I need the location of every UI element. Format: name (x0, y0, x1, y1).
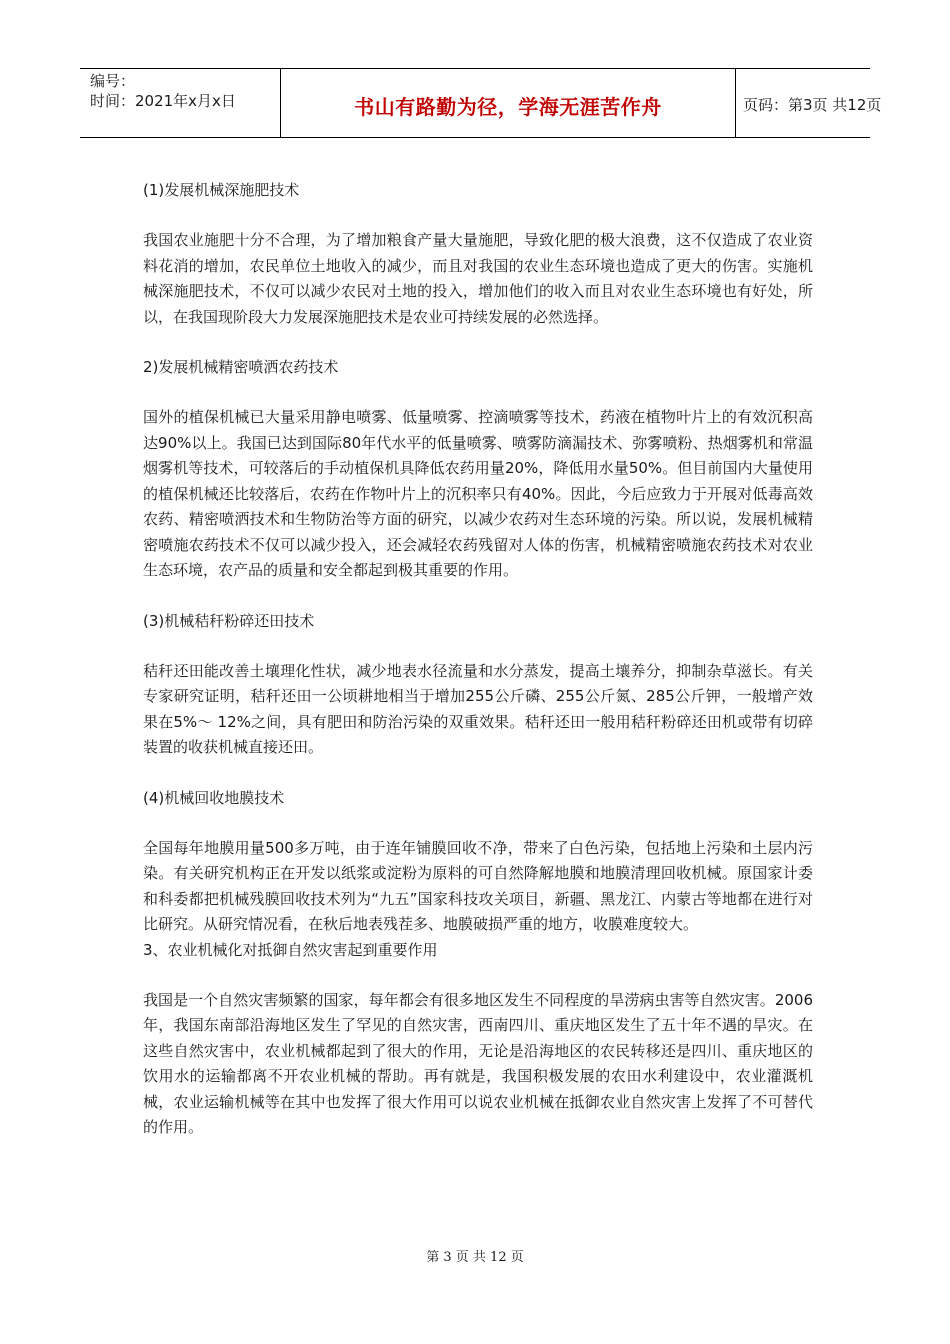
section-heading: (4)机械回收地膜技术 (143, 788, 285, 807)
section-paragraph: 秸秆还田能改善土壤理化性状，减少地表水径流量和水分蒸发，提高土壤养分，抑制杂草滋长。有关专家研究证明，秸秆还田一公顷耕地相当于增加255公斤磷、255公斤氮、285公斤钾，一般增产效果在5%～ 12%之间，具有肥田和防治污染的双重效果。秸秆还田一般用秸秆粉碎还田机或带有切碎装置的收获机械直接还田。 (143, 661, 813, 756)
number-label: 编号： (90, 72, 136, 90)
section-heading: (3)机械秸秆粉碎还田技术 (143, 611, 315, 630)
document-body (143, 178, 813, 1141)
header-page-cell (735, 69, 882, 137)
section-heading: 2)发展机械精密喷洒农药技术 (143, 358, 339, 376)
section-heading: (1)发展机械深施肥技术 (143, 181, 300, 199)
section-paragraph: 我国农业施肥十分不合理，为了增加粮食产量大量施肥，导致化肥的极大浪费，这不仅造成了农业资料花消的增加，农民单位土地收入的减少，而且对我国的农业生态环境也造成了更大的伤害。实施机械深施肥技术，不仅可以减少农民对土地的投入，增加他们的收入而且对农业生态环境也有好处，所以，在我国现阶段大力发展深施肥技术是农业可持续发展的必然选择。 (143, 231, 813, 326)
motto: 书山有路勤为径，学海无涯苦作舟 (354, 95, 662, 119)
page-header (80, 68, 882, 138)
page-footer: 第 3 页 共 12 页 (426, 1250, 524, 1265)
header-meta-cell (80, 69, 279, 137)
section-heading: 3、农业机械化对抵御自然灾害起到重要作用 (143, 940, 438, 959)
time-label: 时间：2021年x月x日 (90, 92, 236, 110)
page-info: 页码：第3页 共12页 (743, 96, 882, 114)
section-paragraph: 我国是一个自然灾害频繁的国家，每年都会有很多地区发生不同程度的旱涝病虫害等自然灾害。2006年，我国东南部沿海地区发生了罕见的自然灾害，西南四川、重庆地区发生了五十年不遇的旱灾。在这些自然灾害中，农业机械都起到了很大的作用，无论是沿海地区的农民转移还是四川、重庆地区的饮用水的运输都离不开农业机械的帮助。再有就是，我国积极发展的农田水利建设中，农业灌溉机械，农业运输机械等在其中也发挥了很大作用可以说农业机械在抵御农业自然灾害上发挥了不可替代的作用。 (143, 990, 813, 1136)
header-motto-cell (280, 69, 736, 137)
section-paragraph: 全国每年地膜用量500多万吨，由于连年铺膜回收不净，带来了白色污染，包括地上污染和土层内污染。有关研究机构正在开发以纸浆或淀粉为原料的可自然降解地膜和地膜清理回收机械。原国家计委和科委都把机械残膜回收技术列为“九五”国家科技攻关项目，新疆、黑龙江、内蒙古等地都在进行对比研究。从研究情况看，在秋后地表残茬多、地膜破损严重的地方，收膜难度较大。 (143, 838, 813, 933)
section-paragraph: 国外的植保机械已大量采用静电喷雾、低量喷雾、控滴喷雾等技术，药液在植物叶片上的有效沉积高达90%以上。我国已达到国际80年代水平的低量喷雾、喷雾防滴漏技术、弥雾喷粉、热烟雾机和常温烟雾机等技术，可较落后的手动植保机具降低农药用量20%，降低用水量50%。但目前国内大量使用的植保机械还比较落后，农药在作物叶片上的沉积率只有40%。因此，今后应致力于开展对低毒高效农药、精密喷洒技术和生物防治等方面的研究，以减少农药对生态环境的污染。所以说，发展机械精密喷施农药技术不仅可以减少投入，还会减轻农药残留对人体的伤害，机械精密喷施农药技术对农业生态环境，农产品的质量和安全都起到极其重要的作用。 (143, 408, 813, 579)
